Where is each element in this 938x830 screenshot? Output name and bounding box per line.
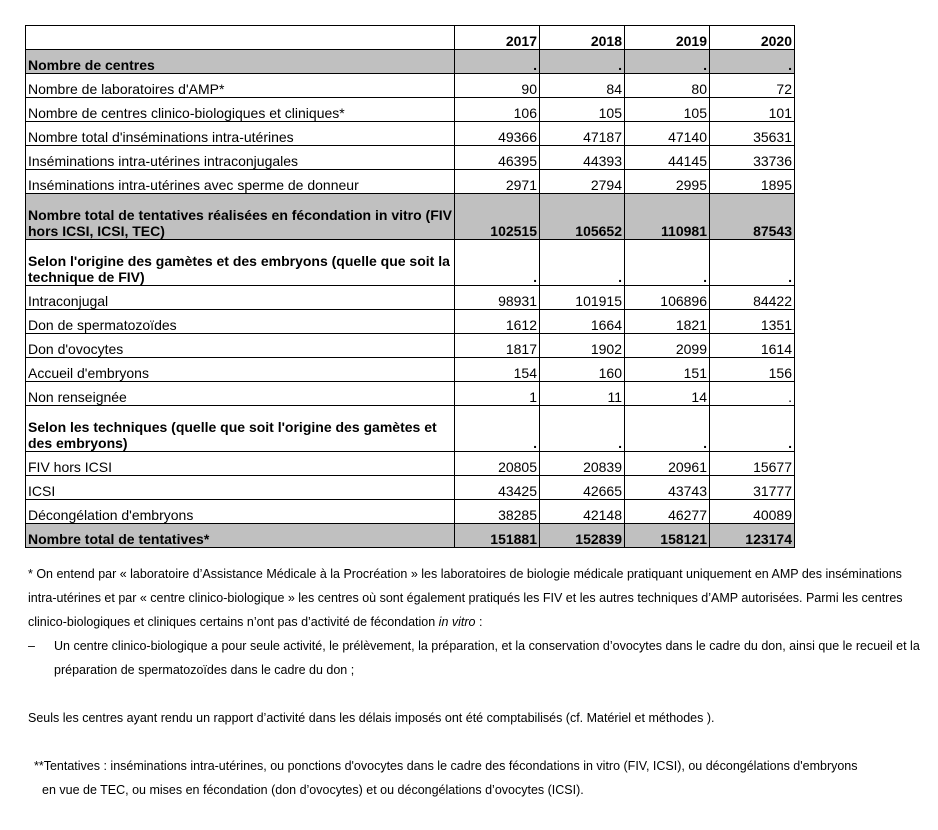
row-label: Inséminations intra-utérines intraconjugales [26,146,455,170]
value-cell: 152839 [540,524,625,548]
value-cell: 160 [540,358,625,382]
table-row [26,50,795,74]
row-label: Nombre total de tentatives réalisées en fécondation in vitro (FIV hors ICSI, ICSI, TEC) [26,194,455,240]
row-label: Nombre de centres [26,50,455,74]
value-cell: 106896 [625,286,710,310]
row-label: Nombre total d'inséminations intra-utérines [26,122,455,146]
value-cell: 20961 [625,452,710,476]
value-cell: 46395 [455,146,540,170]
value-cell: 84422 [710,286,795,310]
value-cell: 31777 [710,476,795,500]
value-cell: 14 [625,382,710,406]
table-row [26,240,795,286]
value-cell: 110981 [625,194,710,240]
row-label: Décongélation d'embryons [26,500,455,524]
value-cell: 1 [455,382,540,406]
row-label: Intraconjugal [26,286,455,310]
row-label: Selon l'origine des gamètes et des embryons (quelle que soit la technique de FIV) [26,240,455,286]
value-cell: 154 [455,358,540,382]
value-cell: 38285 [455,500,540,524]
value-cell: 1821 [625,310,710,334]
value-cell: 1817 [455,334,540,358]
header-blank-cell [26,26,455,50]
value-cell: 2794 [540,170,625,194]
table-row [26,310,795,334]
value-cell: 105 [540,98,625,122]
table-row [26,452,795,476]
footnote-scope: Seuls les centres ayant rendu un rapport d’activité dans les délais imposés ont été comptabilisés (cf. Matériel et méthodes ). [28,711,715,725]
table-row [26,382,795,406]
row-label: FIV hors ICSI [26,452,455,476]
table-row [26,122,795,146]
footnote-tentatives-line1: **Tentatives : inséminations intra-utérines, ou ponctions d'ovocytes dans le cadre des fécondations in vitro (FIV, ICSI), ou décongélations d'embryons [34,759,858,773]
value-cell: 80 [625,74,710,98]
footnote-text: : [475,615,483,629]
value-cell: 1351 [710,310,795,334]
value-cell: 40089 [710,500,795,524]
list-dash: – [28,639,35,653]
year-header: 2019 [625,26,710,50]
table-row [26,146,795,170]
value-cell: . [625,50,710,74]
table-body [26,26,795,548]
value-cell: 20805 [455,452,540,476]
row-label: Don d'ovocytes [26,334,455,358]
value-cell: 90 [455,74,540,98]
year-header: 2017 [455,26,540,50]
table-row [26,334,795,358]
row-label: Selon les techniques (quelle que soit l'origine des gamètes et des embryons) [26,406,455,452]
value-cell: . [710,240,795,286]
year-header: 2020 [710,26,795,50]
table-row [26,524,795,548]
value-cell: 47140 [625,122,710,146]
value-cell: 49366 [455,122,540,146]
value-cell: 47187 [540,122,625,146]
value-cell: 2971 [455,170,540,194]
value-cell: 1612 [455,310,540,334]
value-cell: 156 [710,358,795,382]
value-cell: 11 [540,382,625,406]
footnotes [28,562,933,802]
value-cell: 2099 [625,334,710,358]
statistics-table [25,25,795,548]
value-cell: . [710,406,795,452]
table-row [26,170,795,194]
value-cell: . [625,240,710,286]
value-cell: . [710,50,795,74]
footnote-definitions [28,562,933,634]
footnote-list-item [28,634,933,682]
footnote-tentatives-line2: en vue de TEC, ou mises en fécondation (don d’ovocytes) et ou décongélations d’ovocytes (ICSI). [42,783,584,797]
row-label: Don de spermatozoïdes [26,310,455,334]
value-cell: 44393 [540,146,625,170]
footnote-text: * On entend par « laboratoire d’Assistance Médicale à la Procréation » les laboratoires de biologie médicale pratiquant uniquement en AMP des inséminations intra-utérines et par « centre clinico-biologique » les centres où sont également pratiqués les FIV et les autres techniques d’AMP autorisées. Parmi les centres clinico-biologiques et cliniques certains n’ont pas d’activité de fécondation [28,567,903,629]
row-label: ICSI [26,476,455,500]
value-cell: . [455,240,540,286]
row-label: Accueil d'embryons [26,358,455,382]
table-row [26,358,795,382]
row-label: Inséminations intra-utérines avec sperme de donneur [26,170,455,194]
row-label: Nombre total de tentatives* [26,524,455,548]
value-cell: 33736 [710,146,795,170]
value-cell: . [455,50,540,74]
value-cell: 43425 [455,476,540,500]
value-cell: . [625,406,710,452]
table-row [26,74,795,98]
value-cell: 1664 [540,310,625,334]
value-cell: . [540,406,625,452]
value-cell: 123174 [710,524,795,548]
value-cell: . [710,382,795,406]
table-row [26,98,795,122]
value-cell: 87543 [710,194,795,240]
header-row [26,26,795,50]
value-cell: 15677 [710,452,795,476]
value-cell: 2995 [625,170,710,194]
table-row [26,286,795,310]
table-row [26,194,795,240]
value-cell: 105 [625,98,710,122]
value-cell: 42665 [540,476,625,500]
value-cell: 101 [710,98,795,122]
value-cell: . [455,406,540,452]
value-cell: 105652 [540,194,625,240]
value-cell: 1902 [540,334,625,358]
list-item-text: Un centre clinico-biologique a pour seule activité, le prélèvement, la préparation, et la conservation d’ovocytes dans le cadre du don, ainsi que le recueil et la préparation de spermatozoïdes dans le cadre du don ; [54,639,920,677]
value-cell: 106 [455,98,540,122]
value-cell: 35631 [710,122,795,146]
value-cell: 46277 [625,500,710,524]
table-row [26,406,795,452]
value-cell: 158121 [625,524,710,548]
row-label: Non renseignée [26,382,455,406]
year-header: 2018 [540,26,625,50]
value-cell: 1895 [710,170,795,194]
value-cell: 151881 [455,524,540,548]
value-cell: 43743 [625,476,710,500]
row-label: Nombre de centres clinico-biologiques et cliniques* [26,98,455,122]
value-cell: 20839 [540,452,625,476]
value-cell: . [540,50,625,74]
value-cell: 98931 [455,286,540,310]
value-cell: 102515 [455,194,540,240]
value-cell: 1614 [710,334,795,358]
value-cell: 42148 [540,500,625,524]
value-cell: 101915 [540,286,625,310]
value-cell: 84 [540,74,625,98]
table-row [26,476,795,500]
row-label: Nombre de laboratoires d'AMP* [26,74,455,98]
value-cell: 72 [710,74,795,98]
footnote-italic-text: in vitro [438,615,476,629]
value-cell: . [540,240,625,286]
value-cell: 151 [625,358,710,382]
table-row [26,500,795,524]
value-cell: 44145 [625,146,710,170]
